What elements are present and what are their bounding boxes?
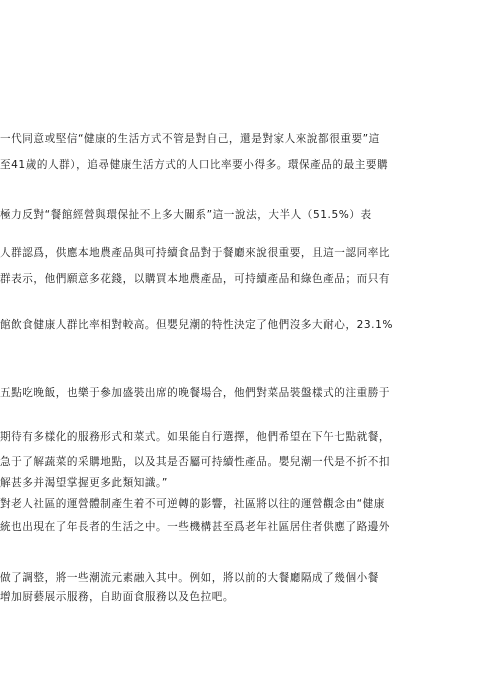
text-line: 對老人社區的運營體制產生着不可逆轉的影響，社區將以往的運營觀念由“健康 — [0, 498, 385, 510]
text-line: 一代同意或堅信“健康的生活方式不管是對自己，還是對家人來說都很重要”這 — [0, 133, 380, 145]
text-line: 人群認爲，供應本地農產品與可持續食品對于餐廳來說很重要，且這一認同率比 — [0, 247, 391, 259]
text-line: 至41歲的人群），追尋健康生活方式的人口比率要小得多。環保產品的最主要購 — [0, 159, 389, 171]
text-line: 做了調整，將一些潮流元素融入其中。例如，將以前的大餐廳隔成了幾個小餐 — [0, 572, 379, 584]
text-line: 統也出現在了年長者的生活之中。一些機構甚至爲老年社區居住者供應了路邊外 — [0, 521, 391, 533]
text-line: 期待有多樣化的服務形式和菜式。如果能自行選擇，他們希望在下午七點就餐， — [0, 431, 391, 443]
text-line: 群表示，他們願意多花錢，以購買本地農產品，可持續產品和綠色產品；而只有 — [0, 273, 391, 285]
text-line: 增加厨藝展示服務，自助面食服務以及色拉吧。 — [0, 591, 235, 603]
text-line: 館飲食健康人群比率相對較高。但嬰兒潮的特性決定了他們沒多大耐心，23.1% — [0, 319, 394, 331]
text-line: 五點吃晚飯，也樂于參加盛裝出席的晚餐場合，他們對菜品裝盤樣式的注重勝于 — [0, 387, 391, 399]
text-line: 解甚多并渴望掌握更多此類知識。” — [0, 477, 168, 489]
text-line: 極力反對“餐館經營與環保扯不上多大關系”這一說法，大半人（51.5%）表 — [0, 209, 372, 221]
text-line: 急于了解蔬菜的采購地點，以及其是否屬可持續性產品。嬰兒潮一代是不折不扣 — [0, 456, 391, 468]
